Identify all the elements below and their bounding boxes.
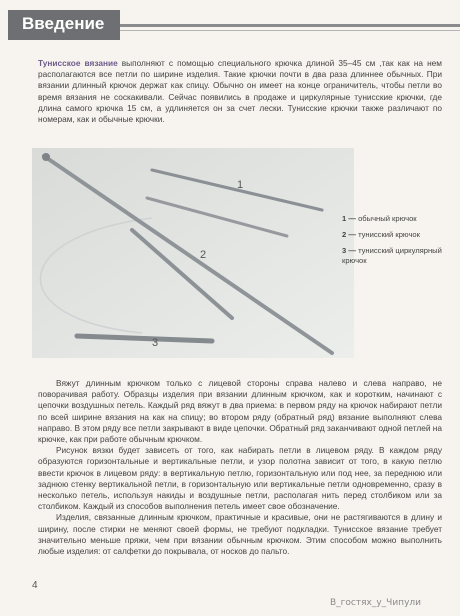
intro-lead: Тунисское вязание <box>38 58 118 68</box>
hooks-photo <box>32 148 354 358</box>
legend-number: 2 — <box>342 230 356 239</box>
hooks-illustration <box>32 148 354 358</box>
intro-text: выполняют с помощью специального крючка длиной 35–45 см ,так как на нем располагаются все петли по ширине изделия. Такие крючки почти в два раза длиннее обычных. При вязании длинный крючок держат как спицу. Обычно он имеет на конце ограничитель, чтобы петли во время вязания не соскакивали. Сейчас появились в продаже и циркулярные тунисские крючки, где длина самого крючка 15 см, а удлиняется он за счет лески. Тунисские крючки также различают по номерам, как и обычные крючки. <box>38 58 442 125</box>
section-header <box>0 10 460 44</box>
intro-paragraph <box>38 58 442 125</box>
hook-stopper <box>42 153 50 161</box>
body-paragraph: Вяжут длинным крючком только с лицевой стороны справа налево и слева направо, не поворачивая работу. Образцы изделия при вязании длинным крючком, как и коротким, начинают с цепочки воздушных петель. Каждый ряд вяжут в два приема: в первом ряду на крючок набирают петли по всей ширине вязания на как на спицу; во втором ряду (обратный ряд) вязание выполняют слева направо. В этом ряду все петли закрывают в виде цепочки. Обратный ряд заканчивают одной петлей на крючке, как при работе обычным крючком. <box>38 378 442 445</box>
photo-legend <box>342 214 442 272</box>
legend-item <box>342 246 442 266</box>
legend-text: обычный крючок <box>358 214 417 223</box>
legend-text: тунисский крючок <box>358 230 420 239</box>
page-title: Введение <box>22 14 105 33</box>
photo-label-1: 1 <box>237 179 244 191</box>
header-rule-thin <box>120 30 460 31</box>
legend-text: тунисский циркулярный крючок <box>342 246 442 265</box>
body-text <box>38 378 442 557</box>
photo-label-3: 3 <box>152 337 159 349</box>
header-title-box <box>8 10 120 40</box>
photo-label-2: 2 <box>200 249 207 261</box>
body-paragraph: Рисунок вязки будет зависеть от того, как набирать петли в лицевом ряду. В каждом ряду образуются горизонтальные и вертикальные петли, и узор полотна зависит от того, в какую петлю ввести крючок в лицевом ряду: в вертикальную петлю, горизонтальную или под нее, за переднюю или заднюю стенку вертикальной петли, в горизонтальную или вертикальные петли одновременно, сразу в несколько петель, используя накиды и воздушные петли, располагая нить перед столбиком или за столбиком. Каждый из способов выполнения петель имеет свое обозначение. <box>38 445 442 512</box>
header-rule <box>120 24 460 27</box>
page-number: 4 <box>32 580 38 591</box>
body-paragraph: Изделия, связанные длинным крючком, практичные и красивые, они не растягиваются в длину и ширину, после стирки не меняют своей формы, не требуют подкладки. Тунисское вязание требует значительно меньше пряжи, чем при вязании обычным крючком. Этим способом можно выполнить любые изделия: от салфетки до покрывала, от носков до пальто. <box>38 512 442 557</box>
watermark: В_гостях_у_Чипули <box>330 598 421 608</box>
legend-number: 1 — <box>342 214 356 223</box>
legend-number: 3 — <box>342 246 356 255</box>
legend-item <box>342 214 442 224</box>
legend-item <box>342 230 442 240</box>
